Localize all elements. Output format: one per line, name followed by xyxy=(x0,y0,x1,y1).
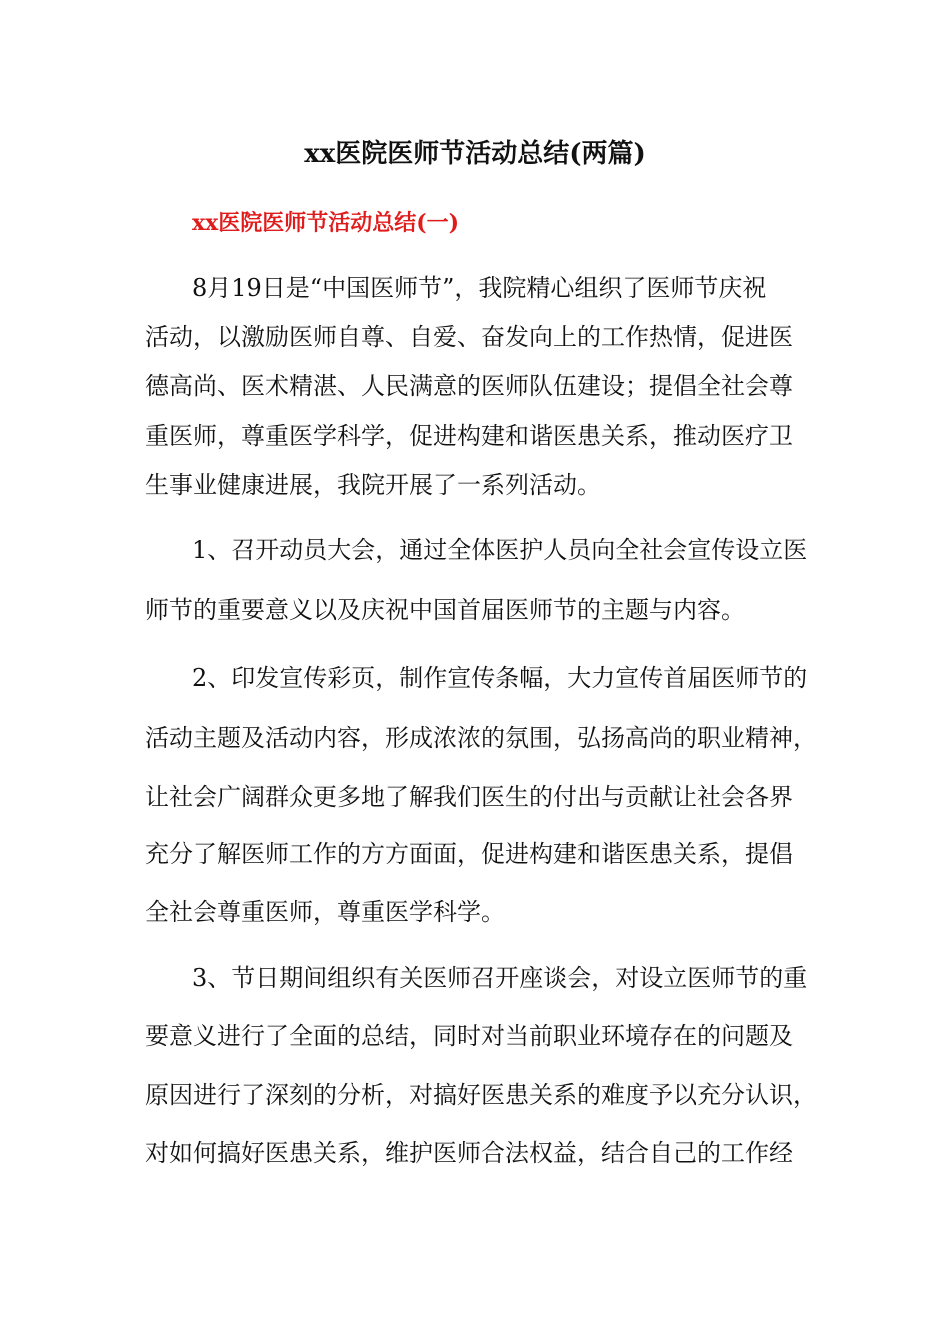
paragraph-line: 活动主题及活动内容，形成浓浓的氛围，弘扬高尚的职业精神， xyxy=(145,724,817,752)
paragraph-line: 2、印发宣传彩页，制作宣传条幅，大力宣传首届医师节的 xyxy=(192,664,808,692)
paragraph-line: 原因进行了深刻的分析，对搞好医患关系的难度予以充分认识， xyxy=(145,1081,817,1109)
paragraph-line: 要意义进行了全面的总结，同时对当前职业环境存在的问题及 xyxy=(145,1022,793,1050)
paragraph-line: 让社会广阔群众更多地了解我们医生的付出与贡献让社会各界 xyxy=(145,783,793,811)
paragraph-line: 活动，以激励医师自尊、自爱、奋发向上的工作热情，促进医 xyxy=(145,323,793,351)
paragraph-line: 生事业健康进展，我院开展了一系列活动。 xyxy=(145,471,601,499)
document-title: xx医院医师节活动总结(两篇) xyxy=(304,139,646,169)
paragraph-line: 德高尚、医术精湛、人民满意的医师队伍建设；提倡全社会尊 xyxy=(145,372,793,400)
paragraph-line: 8月19日是“中国医师节”，我院精心组织了医师节庆祝 xyxy=(192,274,767,302)
paragraph-line: 充分了解医师工作的方方面面，促进构建和谐医患关系，提倡 xyxy=(145,840,793,868)
paragraph-line: 3、节日期间组织有关医师召开座谈会，对设立医师节的重 xyxy=(192,964,808,992)
paragraph-line: 全社会尊重医师，尊重医学科学。 xyxy=(145,898,505,926)
section-subtitle: xx医院医师节活动总结(一) xyxy=(192,210,460,236)
paragraph-line: 重医师，尊重医学科学，促进构建和谐医患关系，推动医疗卫 xyxy=(145,422,793,450)
paragraph-line: 对如何搞好医患关系，维护医师合法权益，结合自己的工作经 xyxy=(145,1139,793,1167)
paragraph-line: 师节的重要意义以及庆祝中国首届医师节的主题与内容。 xyxy=(145,596,745,624)
paragraph-line: 1、召开动员大会，通过全体医护人员向全社会宣传设立医 xyxy=(192,536,808,564)
